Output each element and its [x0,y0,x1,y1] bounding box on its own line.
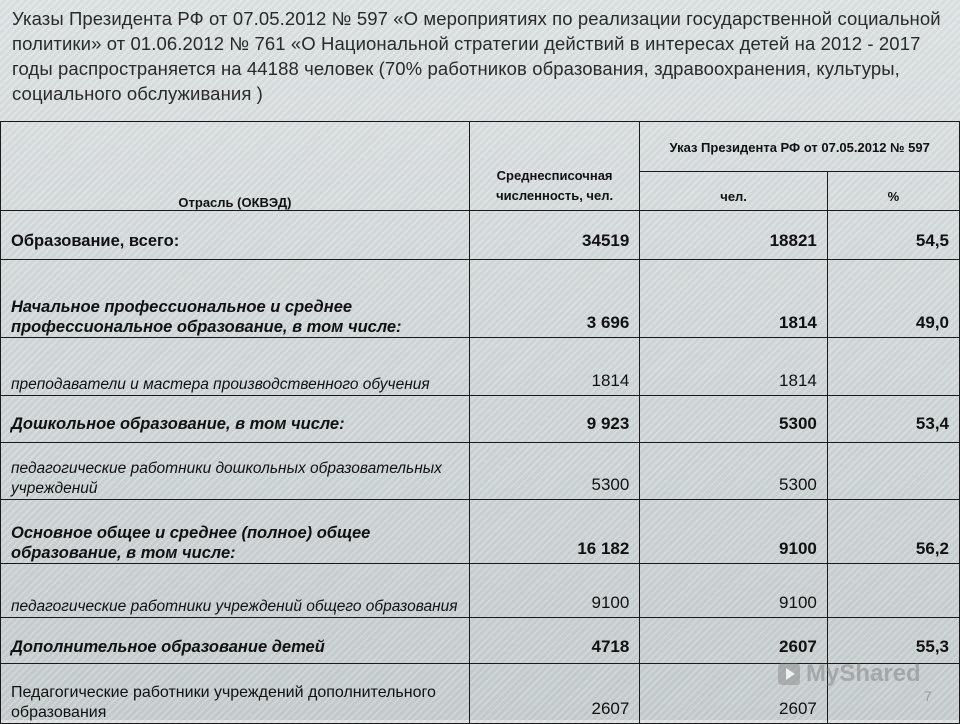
row-people: 1814 [640,260,828,338]
row-count: 3 696 [469,260,639,338]
row-label: Дошкольное образование, в том числе: [1,396,470,443]
row-count: 9 923 [469,396,639,443]
header-percent: % [827,172,959,211]
row-label: педагогические работники учреждений общего образования [1,564,470,618]
row-percent [827,564,959,618]
header-industry: Отрасль (ОКВЭД) [1,122,470,211]
table-row [1,211,960,260]
row-count: 9100 [469,564,639,618]
row-count: 4718 [469,618,639,664]
row-label: Дополнительное образование детей [1,618,470,664]
row-count: 34519 [469,211,639,260]
row-label: преподаватели и мастера производственного обучения [1,338,470,396]
row-people: 5300 [640,396,828,443]
row-count: 16 182 [469,500,639,564]
row-people: 2607 [640,618,828,664]
row-percent: 53,4 [827,396,959,443]
row-people: 18821 [640,211,828,260]
row-percent [827,338,959,396]
table-row [1,564,960,618]
page-number: 7 [924,688,932,704]
header-decree-597: Указ Президента РФ от 07.05.2012 № 597 [640,122,960,172]
header-people: чел. [640,172,828,211]
row-count: 1814 [469,338,639,396]
row-people: 9100 [640,564,828,618]
row-people: 9100 [640,500,828,564]
row-count: 5300 [469,443,639,500]
row-label: Начальное профессиональное и среднее профессиональное образование, в том числе: [1,260,470,338]
table-row [1,618,960,664]
row-percent: 56,2 [827,500,959,564]
row-percent: 54,5 [827,211,959,260]
row-percent [827,443,959,500]
row-count: 2607 [469,664,639,724]
table-row [1,500,960,564]
row-people: 2607 [640,664,828,724]
row-label: Образование, всего: [1,211,470,260]
table-row [1,260,960,338]
play-icon [778,663,800,685]
row-label: Педагогические работники учреждений дополнительного образования [1,664,470,724]
table-row [1,396,960,443]
watermark [778,660,921,688]
table-row [1,338,960,396]
watermark-text: MyShared [806,660,921,687]
data-table [0,121,960,724]
row-percent: 55,3 [827,618,959,664]
row-label: педагогические работники дошкольных образовательных учреждений [1,443,470,500]
row-percent: 49,0 [827,260,959,338]
row-people: 5300 [640,443,828,500]
table-row [1,443,960,500]
slide-title: Указы Президента РФ от 07.05.2012 № 597 «О мероприятиях по реализации государственной социальной политики» от 01.06.2012 № 761 «О Национальной стратегии действий в интересах детей на 2012 - 2017 годы распространяется на 44188 человек (70% работников образования, здравоохранения, культуры, социального обслуживания ) [12,8,941,104]
header-avg-count: Среднесписочная численность, чел. [469,122,639,211]
row-label: Основное общее и среднее (полное) общее образование, в том числе: [1,500,470,564]
row-people: 1814 [640,338,828,396]
